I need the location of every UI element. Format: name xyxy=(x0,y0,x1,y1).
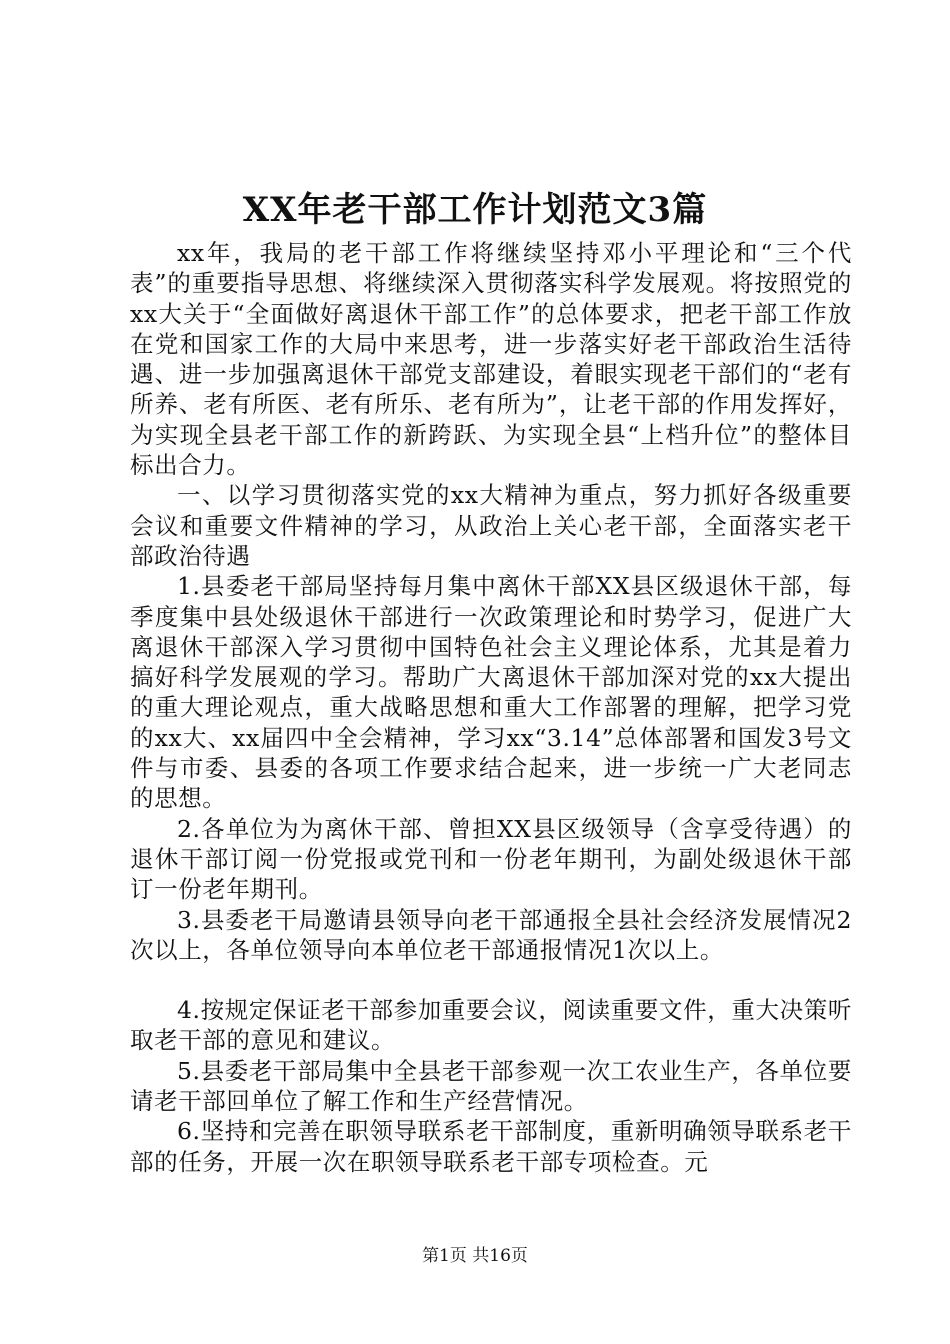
paragraph-item-5: 5.县委老干部局集中全县老干部参观一次工农业生产，各单位要请老干部回单位了解工作和生产经营情况。 xyxy=(130,1056,852,1116)
document-body xyxy=(130,238,852,1177)
paragraph-section-1-heading: 一、以学习贯彻落实党的xx大精神为重点，努力抓好各级重要会议和重要文件精神的学习，从政治上关心老干部，全面落实老干部政治待遇 xyxy=(130,481,852,570)
paragraph-item-4: 4.按规定保证老干部参加重要会议，阅读重要文件，重大决策听取老干部的意见和建议。 xyxy=(130,996,852,1055)
paragraph-item-3: 3.县委老干局邀请县领导向老干部通报全县社会经济发展情况2次以上，各单位领导向本单位老干部通报情况1次以上。 xyxy=(130,905,852,964)
paragraph-item-6: 6.坚持和完善在职领导联系老干部制度，重新明确领导联系老干部的任务，开展一次在职领导联系老干部专项检查。元 xyxy=(130,1117,852,1176)
paragraph-intro: xx年，我局的老干部工作将继续坚持邓小平理论和“三个代表”的重要指导思想、将继续深入贯彻落实科学发展观。将按照党的xx大关于“全面做好离退休干部工作”的总体要求，把老干部工作放在党和国家工作的大局中来思考，进一步落实好老干部政治生活待遇、进一步加强离退休干部党支部建设，着眼实现老干部们的“老有所养、老有所医、老有所乐、老有所为”，让老干部的作用发挥好，为实现全县老干部工作的新跨跃、为实现全县“上档升位”的整体目标出合力。 xyxy=(130,239,852,480)
page-number-footer: 第1页 共16页 xyxy=(422,1246,528,1266)
paragraph-item-1: 1.县委老干部局坚持每月集中离休干部XX县区级退休干部，每季度集中县处级退休干部进行一次政策理论和时势学习，促进广大离退休干部深入学习贯彻中国特色社会主义理论体系，尤其是着力搞好科学发展观的学习。帮助广大离退休干部加深对党的xx大提出的重大理论观点，重大战略思想和重大工作部署的理解，把学习党的xx大、xx届四中全会精神，学习xx“3.14”总体部署和国发3号文件与市委、县委的各项工作要求结合起来，进一步统一广大老同志的思想。 xyxy=(130,572,852,813)
document-title: XX年老干部工作计划范文3篇 xyxy=(242,190,708,230)
paragraph-item-2: 2.各单位为为离休干部、曾担XX县区级领导（含享受待遇）的退休干部订阅一份党报或党刊和一份老年期刊，为副处级退休干部订一份老年期刊。 xyxy=(130,814,852,904)
